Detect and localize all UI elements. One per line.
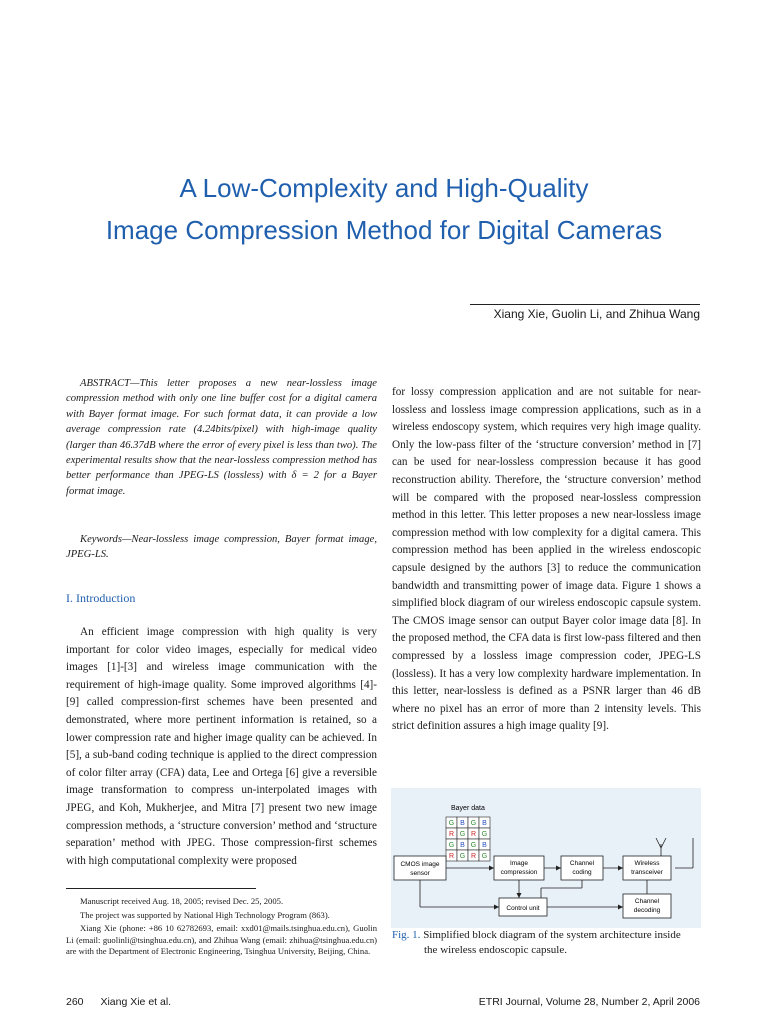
bayer-cell-label: G xyxy=(459,853,466,861)
bayer-grid xyxy=(446,817,490,861)
right-paragraph: for lossy compression application and are not suitable for near-lossless and lossless image compression applications, such as in a wireless endoscopy system, which requires very high image quality. Only the low-pass filter of the ‘structure conversion’ method in [7] can be used for near-lossless compression because it has good reconstruction ability. Therefore, the ‘structure conversion’ method will be compared with the proposed near-lossless compression method in this letter. This letter proposes a new near-lossless image compression method with low complexity for a digital camera. This compression method has been applied in the wireless endoscopic capsule designed by the authors [3] to reduce the communication bandwidth and transmitting power of image data. Figure 1 shows a simplified block diagram of our wireless endoscopic capsule system. The CMOS image sensor can output Bayer color image data [8]. In the proposed method, the CFA data is first low-pass filtered and then compressed by a lossless image compression coder, JPEG-LS (lossless). It has a very low complexity hardware implementation. In this letter, near-lossless is defined as a PSNR larger than 46 dB where no pixel has an error of more than 2 intensity levels. This strict definition assures a high image quality [9]. xyxy=(392,386,701,733)
bayer-cell-label: B xyxy=(460,820,465,828)
dec-line-2: decoding xyxy=(633,907,661,914)
bayer-cell-label: B xyxy=(482,820,487,828)
bayer-data-label: Bayer data xyxy=(451,805,485,812)
bayer-cell-label: G xyxy=(481,853,488,861)
paper-title-line-2: Image Compression Method for Digital Cameras xyxy=(105,215,663,245)
abstract-text: ABSTRACT—This letter proposes a new near-lossless image compression method with only one line buffer cost for a digital camera with Bayer format image. For such format data, it can provide a low average compression rate (4.24bits/pixel) with high-image quality (larger than 46.37dB where the error of every pixel is less than two). The experimental results show that the near-lossless compression method has better performance than JPEG-LS (lossless) with δ = 2 for a Bayer format image. xyxy=(66,378,377,497)
footnote-support: The project was supported by National High Technology Program (863). xyxy=(80,910,330,920)
cmos-line-2: sensor xyxy=(410,870,430,877)
bayer-cell-label: R xyxy=(448,831,455,839)
bayer-cell-label: G xyxy=(470,842,477,850)
running-authors: Xiang Xie et al. xyxy=(100,996,172,1008)
comp-line-1: Image xyxy=(509,860,529,867)
footnote-contact: Xiang Xie (phone: +86 10 62782693, email: xxd01@mails.tsinghua.edu.cn), Guolin Li (email: guolinli@tsinghua.edu.cn), and Zhihua Wang (email: zhihua@tsinghua.edu.cn) are with the Department of Electronic Engineering, Tsinghua University, Beijing, China. xyxy=(66,923,377,956)
intro-paragraph: An efficient image compression with high quality is very important for color video images, especially for medical video images [1]-[3] and wireless image communication with the requirement of high-image quality. Some improved algorithms [4]-[9] called compression-first schemes have been presented and demonstrated, where more pertinent information is retained, so a lower compression rate and higher image quality can be achieved. In [5], a sub-band coding technique is applied to the direct compression of color filter array (CFA) data, Lee and Ortega [6] give a reversible image transformation to compress un-interpolated images with JPEG, and Koh, Mukherjee, and Mitra [7] present two new image compression methods, a ‘structure conversion’ method and ‘structure separation’ method with JPEG. Those compression-first schemes with high computational complexity were proposed xyxy=(66,626,377,867)
authors: Xiang Xie, Guolin Li, and Zhihua Wang xyxy=(493,307,700,321)
caption-line-2: the wireless endoscopic capsule. xyxy=(424,943,567,956)
bayer-cell-label: G xyxy=(448,820,455,828)
chan-line-2: coding xyxy=(572,869,592,876)
bayer-cell-label: R xyxy=(470,831,477,839)
bayer-cell-label: R xyxy=(448,853,455,861)
abstract xyxy=(66,376,377,499)
footer-left xyxy=(66,996,185,1008)
bayer-cell-label: G xyxy=(470,820,477,828)
footer-journal: ETRI Journal, Volume 28, Number 2, April 2006 xyxy=(478,996,700,1008)
section-heading-introduction: I. Introduction xyxy=(66,591,136,605)
figure-1-caption xyxy=(392,928,702,957)
footnote-rule xyxy=(66,888,256,889)
bayer-cell-label: G xyxy=(481,831,488,839)
chan-line-1: Channel xyxy=(569,860,595,867)
bayer-cell-label: B xyxy=(460,842,465,850)
intro-column-left xyxy=(66,624,377,870)
paper-title-line-1: A Low-Complexity and High-Quality xyxy=(179,173,589,203)
bayer-cell-label: G xyxy=(459,831,466,839)
bayer-cell-label: B xyxy=(482,842,487,850)
bayer-cell-label: G xyxy=(448,842,455,850)
dec-line-1: Channel xyxy=(634,898,660,905)
footnote-received: Manuscript received Aug. 18, 2005; revised Dec. 25, 2005. xyxy=(80,896,284,906)
comp-line-2: compression xyxy=(500,869,538,876)
page-number: 260 xyxy=(66,996,84,1008)
keywords xyxy=(66,532,377,563)
cmos-line-1: CMOS image xyxy=(400,861,440,868)
figure-1-diagram xyxy=(391,788,701,928)
keywords-text: Keywords—Near-lossless image compression, Bayer format image, JPEG-LS. xyxy=(66,534,377,561)
control-unit-label: Control unit xyxy=(506,905,540,912)
wl-line-1: Wireless xyxy=(634,860,660,867)
caption-label: Fig. 1. xyxy=(392,929,421,941)
body-column-right xyxy=(392,384,701,736)
bayer-cell-label: R xyxy=(470,853,477,861)
caption-line-1: Simplified block diagram of the system architecture inside xyxy=(423,929,681,941)
wl-line-2: transceiver xyxy=(631,869,663,876)
